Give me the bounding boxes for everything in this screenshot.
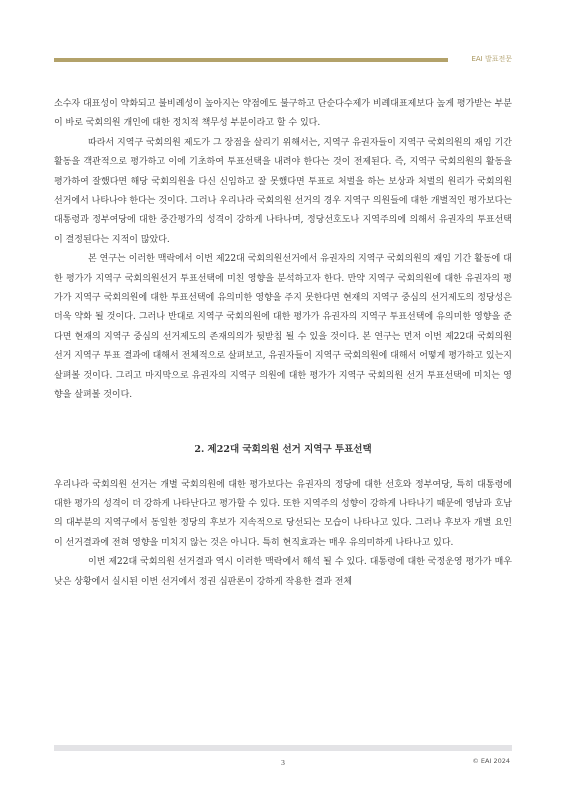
paragraph-2: 따라서 지역구 국회의원 제도가 그 장점을 살리기 위해서는, 지역구 유권자들이 지역구 국회의원의 재임 기간 활동을 객관적으로 평가하고 이에 기초하여 투표선택을 내려야 한다는 것이 전제된다. 즉, 지역구 국회의원의 활동을 평가하여 잘했다면 해당 국회의원을 다신 신임하고 잘 못했다면 투표로 처벌을 하는 보상과 처벌의 원리가 국회의원 선거에서 나타나야 한다는 것이다. 그러나 우리나라 국회의원 선거의 경우 지역구 의원들에 대한 개별적인 평가보다는 대통령과 정부여당에 대한 중간평가의 성격이 강하게 나타나며, 정당선호도나 지역주의에 의해서 유권자의 투표선택이 결정된다는 지적이 많았다. <box>54 137 512 245</box>
document-body <box>54 95 512 592</box>
section-paragraph-2: 이번 제22대 국회의원 선거결과 역시 이러한 맥락에서 해석 될 수 있다. 대통령에 대한 국정운영 평가가 매우 낮은 상황에서 실시된 이번 선거에서 정권 심판론이 강하게 작용한 결과 전체 <box>54 557 512 587</box>
section-paragraph-1: 우리나라 국회의원 선거는 개별 국회의원에 대한 평가보다는 유권자의 정당에 대한 선호와 정부여당, 특히 대통령에 대한 평가의 성격이 더 강하게 나타난다고 평가할 수 있다. 또한 지역주의 성향이 강하게 나타나기 때문에 영남과 호남의 대부분의 지역구에서 동일한 정당의 후보가 지속적으로 당선되는 모습이 나타나고 있다. 그러나 후보자 개별 요인이 선거결과에 전혀 영향을 미치지 않는 것은 아니다. 특히 현직효과는 매우 유의미하게 나타나고 있다. <box>54 479 512 548</box>
header-label: EAI 발표전문 <box>471 55 512 63</box>
header-accent-bar <box>54 58 448 62</box>
paragraph-3: 본 연구는 이러한 맥락에서 이번 제22대 국회의원선거에서 유권자의 지역구 국회의원의 재임 기간 활동에 대한 평가가 지역구 국회의원선거 투표선택에 미친 영향을 분석하고자 한다. 만약 지역구 국회의원에 대한 유권자의 평가가 지역구 국회의원에 대한 투표선택에 유의미한 영향을 주지 못한다면 현재의 지역구 중심의 선거제도의 정당성은 더욱 약화 될 것이다. 그러나 반대로 지역구 국회의원에 대한 평가가 유권자의 지역구 투표선택에 유의미한 영향을 준다면 현재의 지역구 중심의 선거제도의 존재의의가 뒷받침 될 수 있을 것이다. 본 연구는 먼저 이번 제22대 국회의원 선거 지역구 투표 결과에 대해서 전체적으로 살펴보고, 유권자들이 지역구 국회의원에 대해서 어떻게 평가하고 있는지 살펴볼 것이다. 그리고 마지막으로 유권자의 지역구 의원에 대한 평가가 지역구 국회의원 선거 투표선택에 미치는 영향을 살펴볼 것이다. <box>54 254 512 401</box>
page-number: 3 <box>281 758 285 767</box>
copyright: © EAI 2024 <box>472 757 510 765</box>
paragraph-1: 소수자 대표성이 약화되고 불비례성이 높아지는 약점에도 불구하고 단순다수제가 비례대표제보다 높게 평가받는 부분이 바로 국회의원 개인에 대한 정치적 책무성 부분이라고 할 수 있다. <box>54 99 512 129</box>
footer-bar <box>54 745 512 751</box>
section-heading: 2. 제22대 국회의원 선거 지역구 투표선택 <box>194 443 372 455</box>
